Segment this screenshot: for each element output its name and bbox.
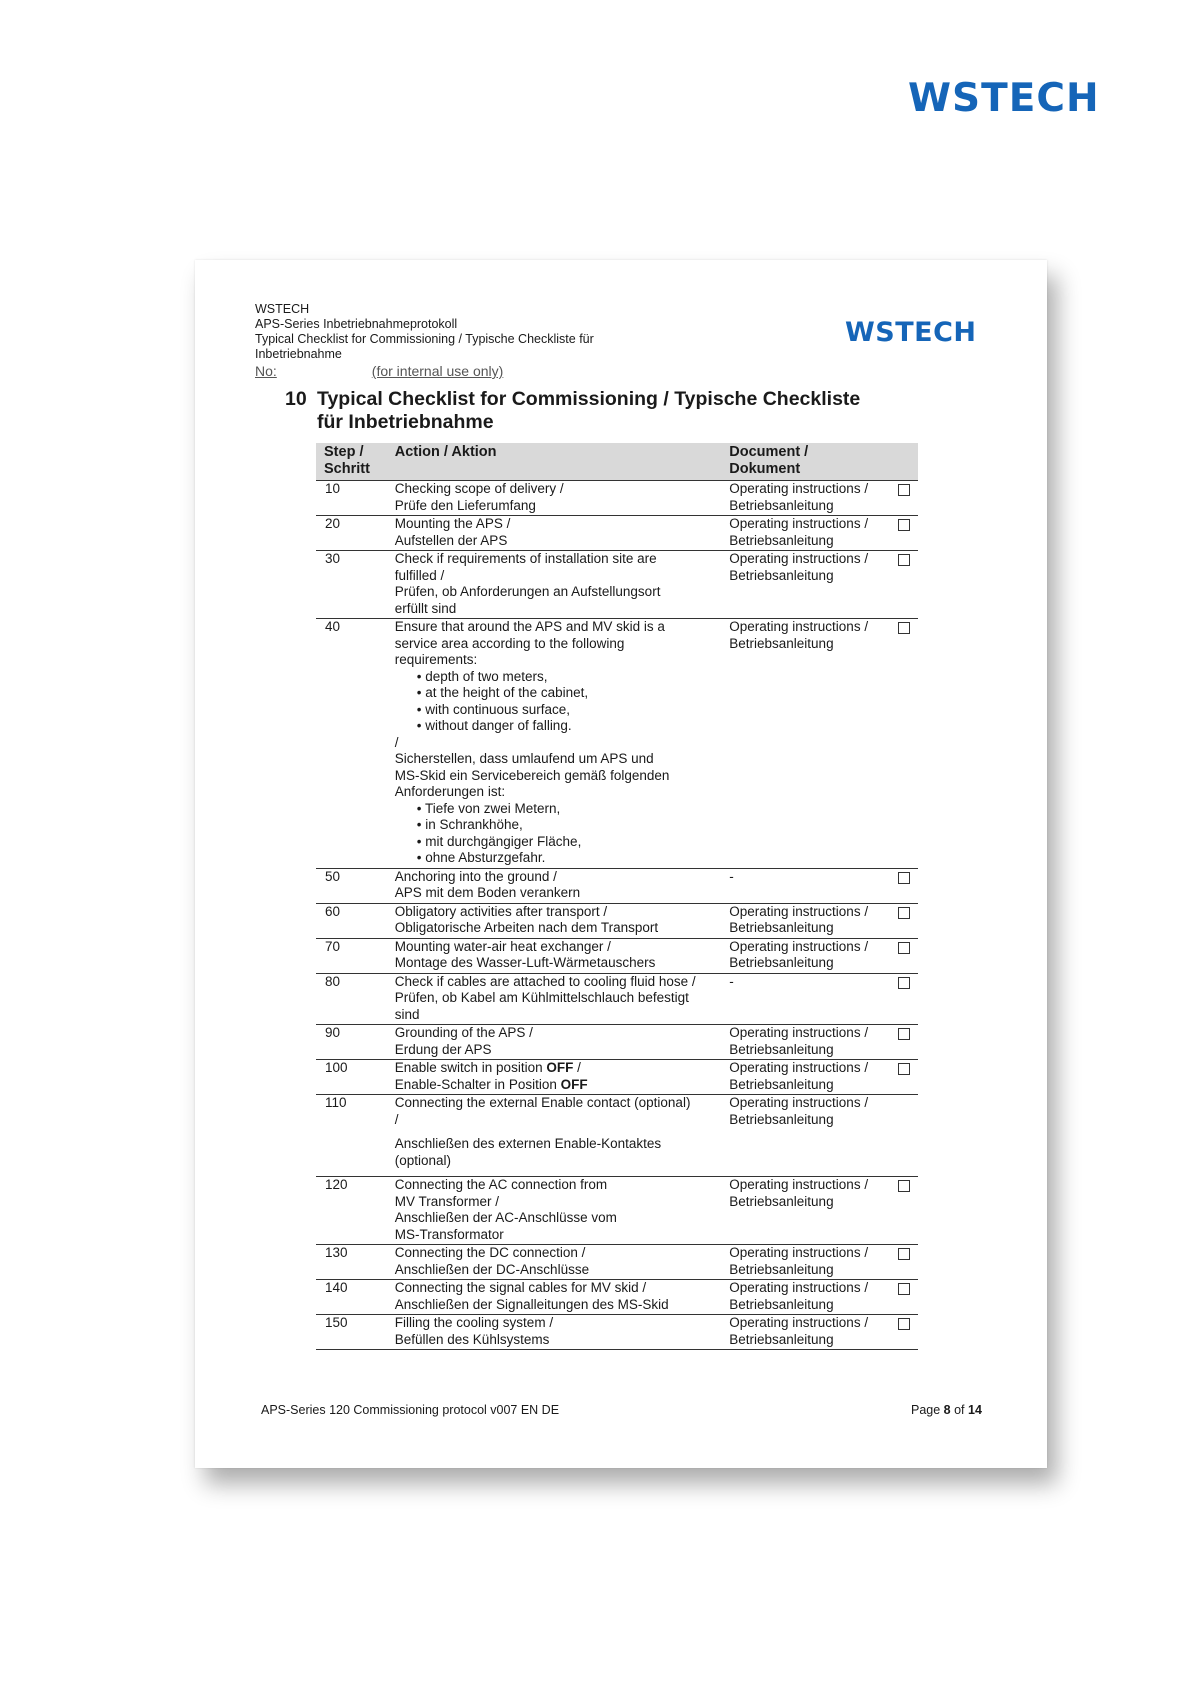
action-cell: [387, 619, 722, 869]
checkbox[interactable]: [898, 1063, 910, 1075]
footer-doc-id: APS-Series 120 Commissioning protocol v007 EN DE: [261, 1403, 560, 1417]
action-line: sind: [394, 1006, 420, 1022]
action-cell: [387, 551, 722, 619]
column-header-check: [887, 443, 918, 481]
action-text: /: [573, 1060, 581, 1075]
checkbox[interactable]: [898, 942, 910, 954]
check-cell: [887, 903, 918, 938]
action-line: Anschließen des externen Enable-Kontaktes: [394, 1136, 662, 1151]
check-cell: [887, 619, 918, 869]
table-row: [316, 903, 918, 938]
checkbox[interactable]: [898, 484, 910, 496]
step-number: 60: [316, 903, 387, 938]
section-title-line-2: für Inbetriebnahme: [317, 411, 494, 433]
list-item: • ohne Absturzgefahr.: [417, 850, 714, 867]
document-cell: [721, 1060, 887, 1095]
action-text: Enable switch in position: [394, 1060, 547, 1075]
step-number: 150: [316, 1315, 387, 1350]
requirements-list-de: [395, 801, 714, 867]
action-line: Filling the cooling system /: [394, 1315, 554, 1330]
action-line: Anschließen der AC-Anschlüsse vom: [394, 1210, 617, 1225]
doc-line: Betriebsanleitung: [729, 1296, 834, 1312]
table-row: [316, 973, 918, 1025]
column-header-document: [721, 443, 887, 481]
doc-line: Operating instructions /: [729, 1025, 869, 1040]
document-cell: [721, 1280, 887, 1315]
table-row: [316, 1315, 918, 1350]
table-header-row: [316, 443, 918, 481]
action-line: Grounding of the APS /: [394, 1025, 533, 1040]
check-cell: [887, 1025, 918, 1060]
doc-line: Operating instructions /: [729, 516, 869, 531]
header-company: WSTECH: [255, 302, 310, 316]
action-line: Prüfe den Lieferumfang: [394, 497, 536, 513]
doc-line: Operating instructions /: [729, 1177, 869, 1192]
check-cell: [887, 1280, 918, 1315]
action-line: [395, 1060, 714, 1077]
action-cell: [387, 903, 722, 938]
doc-line: Operating instructions /: [729, 1060, 869, 1075]
document-number-field: [255, 364, 594, 379]
document-cell: [721, 1245, 887, 1280]
action-line: Mounting water-air heat exchanger /: [394, 938, 611, 954]
check-cell: [887, 973, 918, 1025]
doc-line: Betriebsanleitung: [729, 955, 834, 970]
action-text: Enable-Schalter in Position: [394, 1076, 561, 1092]
page-current: 8: [943, 1403, 951, 1417]
doc-line: Operating instructions /: [729, 1280, 869, 1295]
document-cell: [721, 551, 887, 619]
action-line: requirements:: [394, 652, 478, 667]
step-number: 30: [316, 551, 387, 619]
action-line: Anforderungen ist:: [394, 784, 506, 799]
action-line: Anschließen der DC-Anschlüsse: [394, 1261, 590, 1277]
step-header-de: Schritt: [324, 461, 370, 477]
language-separator: /: [394, 734, 399, 750]
page-of: of: [950, 1403, 968, 1417]
check-cell: [887, 1060, 918, 1095]
doc-no-note: (for internal use only): [371, 363, 504, 379]
action-line: (optional): [394, 1152, 452, 1168]
action-emphasis: OFF: [546, 1060, 574, 1075]
action-cell: [387, 1177, 722, 1245]
document-cell: [721, 481, 887, 516]
checkbox[interactable]: [898, 872, 910, 884]
list-item: • mit durchgängiger Fläche,: [417, 834, 714, 851]
document-cell: [721, 1025, 887, 1060]
table-row: [316, 1280, 918, 1315]
column-header-step: [316, 443, 387, 481]
checkbox[interactable]: [898, 907, 910, 919]
action-line: APS mit dem Boden verankern: [394, 885, 581, 900]
action-cell: [387, 973, 722, 1025]
doc-line: -: [729, 973, 734, 989]
check-cell: [887, 1177, 918, 1245]
action-line: Sicherstellen, dass umlaufend um APS und: [394, 751, 654, 766]
action-cell: [387, 1315, 722, 1350]
doc-line: Betriebsanleitung: [729, 532, 834, 548]
action-line: MV Transformer /: [394, 1193, 500, 1209]
doc-line: Operating instructions /: [729, 1315, 869, 1330]
doc-line: Betriebsanleitung: [729, 567, 834, 583]
action-line: Checking scope of delivery /: [394, 481, 564, 496]
action-line: Prüfen, ob Anforderungen an Aufstellungsort: [394, 584, 661, 599]
checkbox[interactable]: [898, 519, 910, 531]
list-item: • with continuous surface,: [417, 702, 714, 719]
document-cell: [721, 903, 887, 938]
document-cell: [721, 1315, 887, 1350]
column-header-action: Action / Aktion: [387, 443, 722, 481]
check-cell: [887, 868, 918, 903]
table-row: [316, 1177, 918, 1245]
document-cell: [721, 868, 887, 903]
check-cell: [887, 1315, 918, 1350]
document-cell: [721, 619, 887, 869]
step-number: 10: [316, 481, 387, 516]
check-cell: [887, 1245, 918, 1280]
header-doc-title-2: Inbetriebnahme: [255, 347, 342, 361]
document-cell: [721, 938, 887, 973]
list-item: • without danger of falling.: [417, 718, 714, 735]
list-item: • at the height of the cabinet,: [417, 685, 714, 702]
action-line: Check if cables are attached to cooling fluid hose /: [394, 973, 696, 989]
commissioning-checklist-table: [316, 443, 918, 1350]
doc-line: Betriebsanleitung: [729, 1111, 834, 1127]
action-line: [395, 1077, 714, 1094]
action-line: Anchoring into the ground /: [394, 868, 557, 884]
checkbox[interactable]: [898, 1248, 910, 1260]
check-cell: [887, 481, 918, 516]
action-cell: [387, 938, 722, 973]
list-item: • in Schrankhöhe,: [417, 817, 714, 834]
table-row: [316, 619, 918, 869]
doc-line: Betriebsanleitung: [729, 920, 834, 935]
page-total: 14: [968, 1403, 982, 1417]
action-cell: [387, 1060, 722, 1095]
doc-line: Betriebsanleitung: [729, 1041, 834, 1057]
list-item: • Tiefe von zwei Metern,: [417, 801, 714, 818]
document-cell: [721, 1095, 887, 1177]
action-line: Connecting the DC connection /: [394, 1245, 586, 1260]
action-line: Befüllen des Kühlsystems: [394, 1331, 550, 1347]
check-cell: [887, 551, 918, 619]
checkbox[interactable]: [898, 554, 910, 566]
brand-logo: WSTECH: [908, 76, 1100, 121]
table-row: [316, 1095, 918, 1177]
step-number: 100: [316, 1060, 387, 1095]
action-line: Prüfen, ob Kabel am Kühlmittelschlauch befestigt: [394, 990, 689, 1005]
action-cell: [387, 516, 722, 551]
action-line: erfüllt sind: [394, 600, 457, 616]
checkbox[interactable]: [898, 1180, 910, 1192]
step-number: 110: [316, 1095, 387, 1177]
document-brand-logo: WSTECH: [845, 317, 977, 348]
document-page: [195, 260, 1047, 1468]
section-number: 10: [285, 388, 307, 410]
header-doc-title-1: Typical Checklist for Commissioning / Typische Checkliste für: [255, 332, 594, 346]
list-item: • depth of two meters,: [417, 669, 714, 686]
step-header-en: Step /: [324, 444, 364, 460]
section-title-line-1: Typical Checklist for Commissioning / Typische Checkliste: [317, 388, 861, 410]
doc-line: Betriebsanleitung: [729, 1193, 834, 1209]
action-line: Ensure that around the APS and MV skid is a: [394, 619, 665, 634]
section-title: [285, 388, 957, 434]
doc-line: Operating instructions /: [729, 481, 869, 496]
table-row: [316, 1060, 918, 1095]
footer-page-number: [911, 1403, 982, 1417]
doc-no-label: No:: [255, 363, 277, 379]
action-cell: [387, 1280, 722, 1315]
action-cell: [387, 868, 722, 903]
action-line: Connecting the signal cables for MV skid /: [394, 1280, 647, 1295]
checkbox[interactable]: [898, 1283, 910, 1295]
action-line: Obligatorische Arbeiten nach dem Transport: [394, 920, 659, 935]
checkbox[interactable]: [898, 622, 910, 634]
table-row: [316, 1245, 918, 1280]
action-cell: [387, 1245, 722, 1280]
language-separator: /: [394, 1111, 399, 1127]
step-number: 20: [316, 516, 387, 551]
action-line: Mounting the APS /: [394, 516, 511, 531]
action-cell: [387, 1025, 722, 1060]
doc-line: Betriebsanleitung: [729, 635, 834, 651]
header-series: APS-Series Inbetriebnahmeprotokoll: [255, 317, 458, 331]
document-cell: [721, 516, 887, 551]
checkbox[interactable]: [898, 977, 910, 989]
doc-line: Betriebsanleitung: [729, 1261, 834, 1277]
doc-line: Betriebsanleitung: [729, 1331, 834, 1347]
action-line: MS-Skid ein Servicebereich gemäß folgenden: [394, 767, 670, 783]
step-number: 50: [316, 868, 387, 903]
step-number: 130: [316, 1245, 387, 1280]
checkbox[interactable]: [898, 1318, 910, 1330]
step-number: 40: [316, 619, 387, 869]
table-row: [316, 516, 918, 551]
action-line: Connecting the AC connection from: [394, 1177, 608, 1192]
check-cell: [887, 516, 918, 551]
table-row: [316, 868, 918, 903]
table-row: [316, 1025, 918, 1060]
table-row: [316, 481, 918, 516]
action-line: Montage des Wasser-Luft-Wärmetauschers: [394, 955, 656, 970]
check-cell: [887, 1095, 918, 1177]
check-cell: [887, 938, 918, 973]
page-prefix: Page: [911, 1403, 944, 1417]
step-number: 70: [316, 938, 387, 973]
document-cell: [721, 1177, 887, 1245]
action-line: service area according to the following: [394, 635, 625, 651]
doc-header-de: Dokument: [729, 461, 801, 477]
doc-line: -: [729, 868, 734, 884]
action-line: Erdung der APS: [394, 1041, 492, 1057]
doc-line: Betriebsanleitung: [729, 1076, 834, 1092]
table-row: [316, 551, 918, 619]
doc-line: Operating instructions /: [729, 938, 869, 954]
action-line: fulfilled /: [394, 567, 445, 583]
doc-line: Operating instructions /: [729, 619, 869, 634]
action-line: Check if requirements of installation site are: [394, 551, 657, 566]
action-line: Anschließen der Signalleitungen des MS-Skid: [394, 1296, 669, 1312]
action-cell: [387, 1095, 722, 1177]
table-row: [316, 938, 918, 973]
doc-line: Operating instructions /: [729, 551, 869, 566]
step-number: 140: [316, 1280, 387, 1315]
doc-line: Betriebsanleitung: [729, 497, 834, 513]
step-number: 80: [316, 973, 387, 1025]
document-header: [255, 302, 594, 379]
action-line: Aufstellen der APS: [394, 532, 508, 548]
action-line: Connecting the external Enable contact (optional): [394, 1095, 691, 1110]
step-number: 120: [316, 1177, 387, 1245]
step-number: 90: [316, 1025, 387, 1060]
doc-header-en: Document /: [729, 444, 809, 460]
action-emphasis: OFF: [560, 1076, 588, 1092]
document-cell: [721, 973, 887, 1025]
requirements-list-en: [395, 669, 714, 735]
checkbox[interactable]: [898, 1028, 910, 1040]
action-line: MS-Transformator: [394, 1226, 504, 1242]
doc-line: Operating instructions /: [729, 903, 869, 919]
doc-line: Operating instructions /: [729, 1245, 869, 1260]
doc-line: Operating instructions /: [729, 1095, 869, 1110]
action-cell: [387, 481, 722, 516]
action-line: Obligatory activities after transport /: [394, 903, 608, 919]
